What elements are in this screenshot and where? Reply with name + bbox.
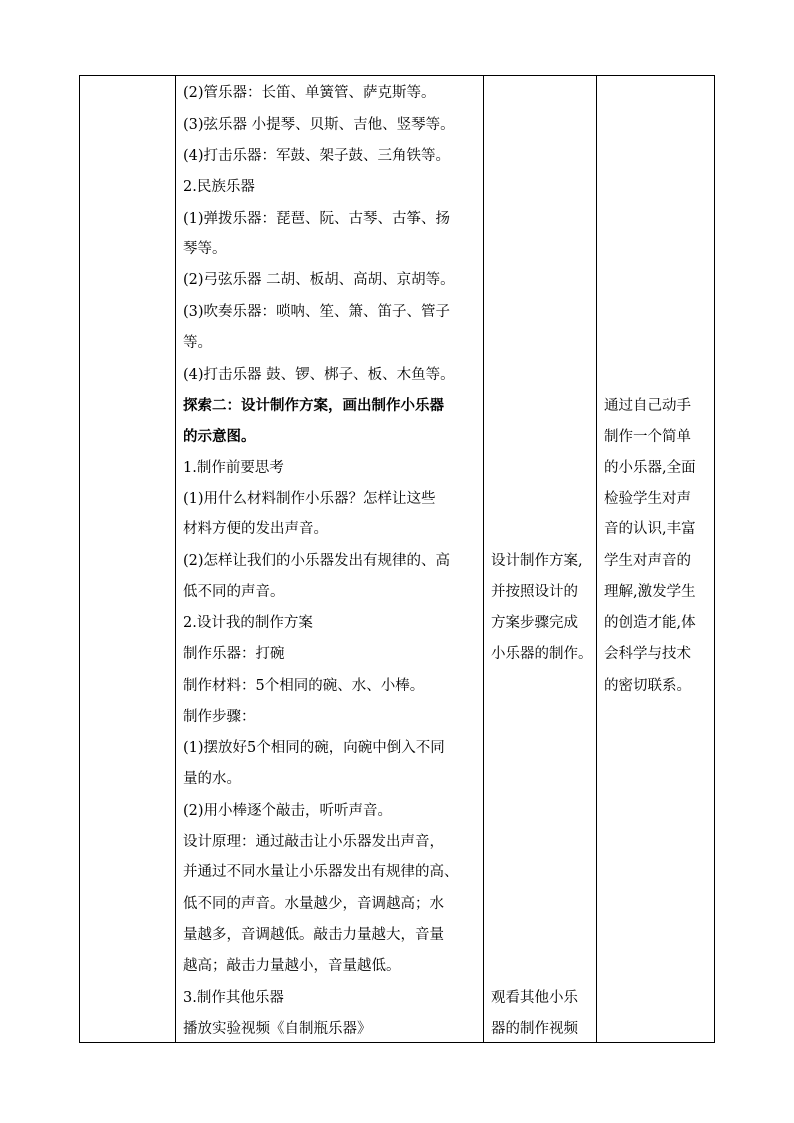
- table-cell-col1: [80, 76, 175, 1042]
- text-line: (2)管乐器：长笛、单簧管、萨克斯等。: [183, 85, 436, 101]
- text-line: (2)怎样让我们的小乐器发出有规律的、高: [183, 553, 451, 569]
- text-line: (2)弓弦乐器 二胡、板胡、高胡、京胡等。: [183, 272, 455, 288]
- text-line: (2)用小棒逐个敲击，听听声音。: [183, 803, 393, 819]
- text-line: 并按照设计的: [491, 584, 578, 600]
- text-line: 等。: [183, 335, 212, 351]
- text-line: 制作乐器：打碗: [183, 646, 285, 662]
- text-line: 量的水。: [183, 771, 241, 787]
- text-line: (3)吹奏乐器：唢呐、笙、箫、笛子、管子: [183, 304, 451, 320]
- text-line: 会科学与技术: [604, 646, 691, 662]
- text-line: 材料方便的发出声音。: [183, 521, 328, 537]
- text-line: (1)摆放好5个相同的碗，向碗中倒入不同: [183, 740, 445, 756]
- text-line: 制作一个简单: [604, 429, 691, 445]
- section-heading: 1.制作前要思考: [183, 460, 284, 476]
- text-line: 量越多，音调越低。敲击力量越大，音量: [183, 927, 444, 943]
- explore-heading: 探索二：设计制作方案，画出制作小乐器: [183, 397, 444, 414]
- text-line: 制作材料：5个相同的碗、水、小棒。: [183, 678, 425, 694]
- text-line: 并通过不同水量让小乐器发出有规律的高、: [183, 864, 459, 880]
- text-line: 学生对声音的: [604, 553, 691, 569]
- lesson-plan-table: [79, 75, 715, 1043]
- table-cell-teaching-process: [175, 76, 483, 1042]
- text-line: 越高；敲击力量越小，音量越低。: [183, 958, 401, 974]
- text-line: 设计制作方案,: [491, 553, 583, 569]
- text-line: 理解,激发学生: [604, 584, 696, 600]
- text-line: 的密切联系。: [604, 678, 691, 694]
- text-line: 的小乐器,全面: [604, 460, 696, 476]
- text-line: 观看其他小乐: [491, 990, 578, 1006]
- text-line: 方案步骤完成: [491, 615, 578, 631]
- text-line: 小乐器的制作。: [491, 646, 593, 662]
- section-heading: 3.制作其他乐器: [183, 990, 284, 1006]
- text-line: (1)弹拨乐器：琵琶、阮、古琴、古筝、扬: [183, 211, 451, 227]
- table-cell-student-activity: [483, 76, 596, 1042]
- text-line: 的创造才能,体: [604, 615, 696, 631]
- text-line: 播放实验视频《自制瓶乐器》: [183, 1021, 372, 1037]
- text-line: 设计原理：通过敲击让小乐器发出声音，: [183, 834, 444, 850]
- text-line: 检验学生对声: [604, 491, 691, 507]
- section-heading: 2.民族乐器: [183, 179, 255, 195]
- text-line: 制作步骤：: [183, 709, 256, 725]
- text-line: (3)弦乐器 小提琴、贝斯、吉他、竖琴等。: [183, 117, 455, 133]
- text-line: 琴等。: [183, 241, 227, 257]
- section-heading: 2.设计我的制作方案: [183, 615, 313, 631]
- text-line: (4)打击乐器：军鼓、架子鼓、三角铁等。: [183, 148, 451, 164]
- text-line: (4)打击乐器 鼓、锣、梆子、板、木鱼等。: [183, 367, 455, 383]
- text-line: 低不同的声音。: [183, 584, 285, 600]
- text-line: 音的认识,丰富: [604, 521, 696, 537]
- text-line: 通过自己动手: [604, 398, 691, 414]
- explore-heading: 的示意图。: [183, 428, 256, 445]
- text-line: 器的制作视频: [491, 1021, 578, 1037]
- text-line: (1)用什么材料制作小乐器？怎样让这些: [183, 491, 436, 507]
- text-line: 低不同的声音。水量越少，音调越高；水: [183, 896, 444, 912]
- table-cell-design-intent: [596, 76, 714, 1042]
